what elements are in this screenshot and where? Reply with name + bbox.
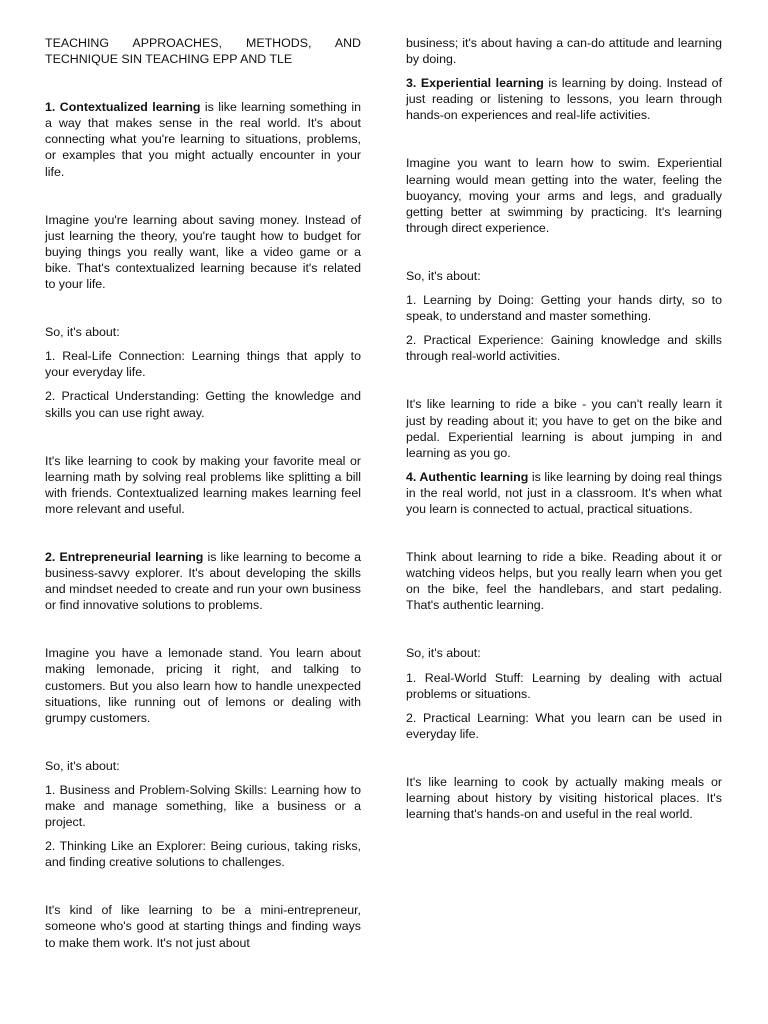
section-2-heading: 2. Entrepreneurial learning <box>45 549 204 564</box>
section-2-example: Imagine you have a lemonade stand. You learn about making lemonade, pricing it right, and talking to customers. But you also learn how to handle unexpected situations, like running out of lemons or dealing with grumpy customers. <box>45 646 361 725</box>
section-4-heading: 4. Authentic learning <box>406 469 529 484</box>
section-3-point-1: 1. Learning by Doing: Getting your hands dirty, so to speak, to understand and master something. <box>406 293 722 324</box>
section-2-point-2: 2. Thinking Like an Explorer: Being curious, taking risks, and finding creative solutions to challenges. <box>45 839 361 870</box>
section-1-intro: 1. Contextualized learning is like learning something in a way that makes sense in the real world. It's about connecting what you're learning to situations, problems, or examples that you might actually encounter in your life. <box>45 100 361 179</box>
section-1-so: So, it's about: <box>45 325 120 340</box>
section-1-heading: 1. Contextualized learning <box>45 100 201 115</box>
section-2-closing-continued: business; it's about having a can-do attitude and learning by doing. <box>406 36 722 67</box>
section-3-so: So, it's about: <box>406 268 481 283</box>
section-4-intro: 4. Authentic learning is like learning by doing real things in the real world, not just in a classroom. It's when what you learn is connected to actual, practical situations. <box>406 469 722 516</box>
section-1-point-1: 1. Real-Life Connection: Learning things that apply to your everyday life. <box>45 349 361 380</box>
section-2-point-1: 1. Business and Problem-Solving Skills: Learning how to make and manage something, like a business or a project. <box>45 782 361 830</box>
right-column <box>406 35 722 822</box>
section-2-so: So, it's about: <box>45 758 120 773</box>
section-2-closing: It's kind of like learning to be a mini-entrepreneur, someone who's good at starting things and finding ways to make them work. It's not just about <box>45 903 361 950</box>
section-1-point-2: 2. Practical Understanding: Getting the knowledge and skills you can use right away. <box>45 389 361 420</box>
section-3-point-2: 2. Practical Experience: Gaining knowledge and skills through real-world activities. <box>406 333 722 364</box>
section-4-so: So, it's about: <box>406 646 481 661</box>
section-3-example: Imagine you want to learn how to swim. Experiential learning would mean getting into the water, feeling the buoyancy, moving your arms and legs, and gradually getting better at swimming by practicing. It's learning through direct experience. <box>406 156 722 235</box>
section-4-example: Think about learning to ride a bike. Reading about it or watching videos helps, but you really learn when you get on the bike, feel the handlebars, and start pedaling. That's authentic learning. <box>406 550 722 613</box>
section-1-example: Imagine you're learning about saving money. Instead of just learning the theory, you're taught how to budget for buying things you really want, like a video game or a bike. That's contextualized learning because it's related to your life. <box>45 212 361 292</box>
section-3-closing: It's like learning to ride a bike - you can't really learn it just by reading about it; you have to get on the bike and pedal. Experiential learning is about jumping in and learning as you go. <box>406 397 722 460</box>
section-4-closing: It's like learning to cook by actually making meals or learning about history by visiting historical places. It's learning that's hands-on and useful in the real world. <box>406 774 722 822</box>
document-title: TEACHING APPROACHES, METHODS, AND TECHNIQUE SIN TEACHING EPP AND TLE <box>45 36 361 67</box>
section-3-intro: 3. Experiential learning is learning by doing. Instead of just reading or listening to lessons, you learn through hands-on experiences and real-life activities. <box>406 76 723 123</box>
section-4-point-1: 1. Real-World Stuff: Learning by dealing with actual problems or situations. <box>406 670 722 701</box>
section-2-intro: 2. Entrepreneurial learning is like learning to become a business-savvy explorer. It's about developing the skills and mindset needed to create and run your own business or find innovative solutions to problems. <box>45 549 362 613</box>
section-4-point-2: 2. Practical Learning: What you learn can be used in everyday life. <box>406 710 722 741</box>
section-1-closing: It's like learning to cook by making your favorite meal or learning math by solving real problems like splitting a bill with friends. Contextualized learning makes learning feel more relevant and useful. <box>45 453 361 516</box>
left-column <box>45 35 361 951</box>
section-3-heading: 3. Experiential learning <box>406 76 544 91</box>
